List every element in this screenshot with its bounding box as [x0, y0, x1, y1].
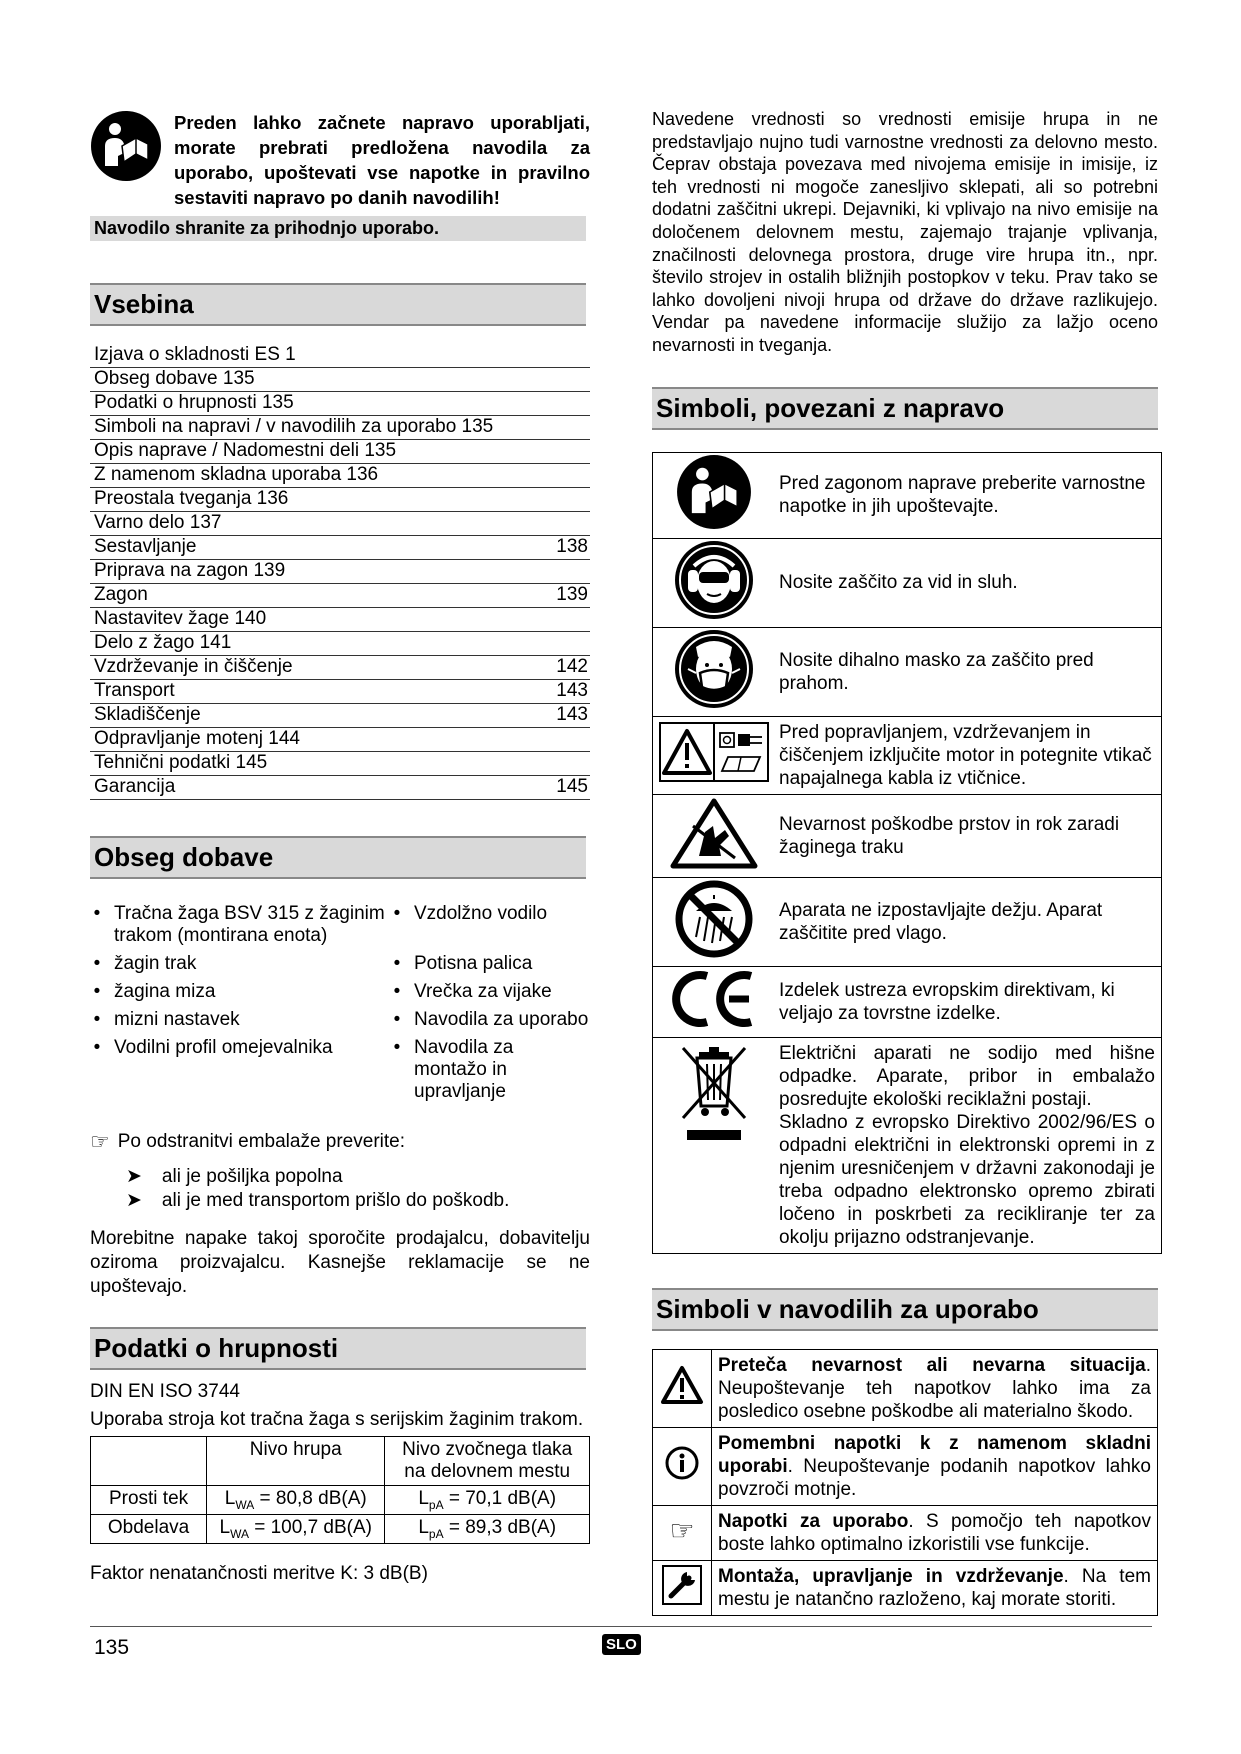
toc-entry-name: Skladiščenje — [94, 704, 201, 725]
table-row: ☞ Napotki za uporabo. S pomočjo teh napotkov boste lahko optimalno izkoristili vse funkcije. — [653, 1505, 1158, 1560]
manual-symbols-title: Simboli v navodilih za uporabo — [652, 1288, 1158, 1331]
toc-row — [90, 488, 590, 512]
toc-entry-name: Izjava o skladnosti ES 1 — [94, 344, 296, 365]
list-item: ➤ ali je pošiljka popolna — [126, 1166, 343, 1187]
toc-entry-page: 143 — [556, 704, 588, 725]
list-item: • mizni nastavek — [93, 1009, 240, 1030]
noise-col-pressure: Nivo zvočnega tlaka na delovnem mestu — [385, 1437, 590, 1486]
noise-uncertainty: Faktor nenatančnosti meritve K: 3 dB(B) — [90, 1562, 428, 1584]
arrow-icon: ➤ — [126, 1166, 142, 1187]
table-row: Pomembni napotki k z namenom skladni uporabi. Neupoštevanje podanih napotkov lahko povzroči motnje. — [653, 1427, 1158, 1505]
toc-row — [90, 632, 590, 656]
noise-title: Podatki o hrupnosti — [90, 1327, 586, 1370]
table-row: Nosite dihalno masko za zaščito pred prahom. — [653, 627, 1162, 716]
toc-title: Vsebina — [90, 283, 586, 326]
toc-row — [90, 536, 590, 560]
table-row: Montaža, upravljanje in vzdrževanje. Na tem mestu je natančno razloženo, kaj morate storiti. — [653, 1560, 1158, 1615]
device-symbols-table — [652, 452, 1162, 1254]
list-item: • Navodila za montažo in upravljanje — [393, 1037, 514, 1102]
delivery-list — [90, 903, 590, 1103]
toc-entry-name: Nastavitev žage 140 — [94, 608, 267, 629]
left-column — [90, 110, 590, 1586]
dust-mask-icon — [674, 693, 754, 714]
table-row: Pred popravljanjem, vzdrževanjem in čiščenjem izključite motor in potegnite vtikač napajalnega kabla iz vtičnice. — [653, 716, 1162, 794]
weee-bin-icon — [677, 1130, 751, 1151]
toc-entry-page: 139 — [556, 584, 588, 605]
toc-row — [90, 560, 590, 584]
eye-ear-protection-icon — [674, 604, 754, 625]
toc-entry-name: Z namenom skladna uporaba 136 — [94, 464, 379, 485]
toc-entry-name: Delo z žago 141 — [94, 632, 232, 653]
toc-row — [90, 416, 590, 440]
toc-entry-name: Vzdrževanje in čiščenje — [94, 656, 293, 677]
read-manual-icon — [676, 514, 752, 535]
keep-manual-note: Navodilo shranite za prihodnjo uporabo. — [90, 216, 586, 241]
language-badge: SLO — [602, 1634, 641, 1655]
toc-entry-name: Simboli na napravi / v navodilih za uporabo 135 — [94, 416, 494, 437]
table-of-contents — [90, 344, 590, 800]
wrench-icon — [661, 1590, 703, 1611]
delivery-note: Morebitne napake takoj sporočite prodajalcu, dobavitelju oziroma proizvajalcu. Kasnejše reklamacije se ne upoštevajo. — [90, 1228, 590, 1297]
no-rain-icon — [674, 943, 754, 964]
toc-entry-name: Opis naprave / Nadomestni deli 135 — [94, 440, 397, 461]
list-item: • Tračna žaga BSV 315 z žaginim trakom (montirana enota) — [93, 903, 385, 946]
list-item: • Vzdolžno vodilo — [393, 903, 548, 924]
ce-mark-icon — [671, 1014, 757, 1035]
list-item: • Vodilni profil omejevalnika — [93, 1037, 333, 1058]
toc-row — [90, 584, 590, 608]
toc-entry-name: Sestavljanje — [94, 536, 197, 557]
arrow-icon: ➤ — [126, 1190, 142, 1211]
hand-injury-icon — [669, 854, 759, 875]
table-row: Nosite zaščito za vid in sluh. — [653, 538, 1162, 627]
toc-row — [90, 440, 590, 464]
toc-entry-name: Garancija — [94, 776, 176, 797]
list-item: • Vrečka za vijake — [393, 981, 552, 1002]
check-intro: ☞ Po odstranitvi embalaže preverite: — [90, 1129, 405, 1154]
pointing-hand-icon: ☞ — [669, 1515, 695, 1547]
right-column — [652, 108, 1162, 1616]
toc-entry-page: 145 — [556, 776, 588, 797]
table-row: Izdelek ustreza evropskim direktivam, ki veljajo za tovrstne izdelke. — [653, 966, 1162, 1037]
toc-entry-name: Odpravljanje motenj 144 — [94, 728, 300, 749]
toc-row — [90, 368, 590, 392]
toc-entry-name: Tehnični podatki 145 — [94, 752, 268, 773]
toc-entry-name: Zagon — [94, 584, 148, 605]
toc-entry-name: Obseg dobave 135 — [94, 368, 255, 389]
toc-entry-page: 142 — [556, 656, 588, 677]
list-item: • žagin trak — [93, 953, 197, 974]
toc-row — [90, 344, 590, 368]
list-item: • Navodila za uporabo — [393, 1009, 589, 1030]
device-symbols-title: Simboli, povezani z napravo — [652, 387, 1158, 430]
toc-row — [90, 392, 590, 416]
toc-entry-page: 143 — [556, 680, 588, 701]
table-row: Prosti tek $L_{WA} = 80,8$ dB(A) $L_{pA} = 70,1$ dB(A) — [91, 1486, 590, 1515]
toc-row — [90, 776, 590, 800]
noise-usage: Uporaba stroja kot tračna žaga s serijskim žaginim trakom. — [90, 1409, 584, 1430]
read-manual-icon — [90, 110, 162, 187]
footer-divider — [90, 1626, 1152, 1627]
intro-block — [90, 110, 590, 210]
list-item: • Potisna palica — [393, 953, 533, 974]
manual-symbols-table — [652, 1349, 1158, 1616]
toc-row — [90, 752, 590, 776]
info-icon — [665, 1464, 699, 1485]
pointing-hand-icon: ☞ — [90, 1129, 110, 1154]
toc-entry-name: Transport — [94, 680, 175, 701]
toc-row — [90, 464, 590, 488]
toc-row — [90, 512, 590, 536]
table-row: Obdelava $L_{WA} = 100,7$ dB(A) $L_{pA} = 89,3$ dB(A) — [91, 1514, 590, 1543]
intro-text: Preden lahko začnete napravo uporabljati, morate prebrati predložena navodila za uporabo, upoštevati vse napotke in pravilno sestaviti napravo po danih navodilih! — [174, 112, 590, 208]
toc-row — [90, 680, 590, 704]
toc-row — [90, 656, 590, 680]
toc-entry-page: 138 — [556, 536, 588, 557]
toc-row — [90, 728, 590, 752]
toc-row — [90, 704, 590, 728]
toc-entry-name: Varno delo 137 — [94, 512, 222, 533]
noise-table — [90, 1436, 590, 1544]
table-row: Aparata ne izpostavljajte dežju. Aparat zaščitite pred vlago. — [653, 877, 1162, 966]
unplug-warning-icon — [658, 767, 770, 788]
noise-standard: DIN EN ISO 3744 — [90, 1381, 240, 1402]
list-item: ➤ ali je med transportom prišlo do poškodb. — [126, 1190, 510, 1211]
page-number: 135 — [94, 1636, 130, 1659]
delivery-title: Obseg dobave — [90, 836, 586, 879]
table-row: Pred zagonom naprave preberite varnostne napotke in jih upoštevajte. — [653, 452, 1162, 538]
toc-entry-name: Priprava na zagon 139 — [94, 560, 286, 581]
list-item: • žagina miza — [93, 981, 216, 1002]
toc-row — [90, 608, 590, 632]
toc-entry-name: Podatki o hrupnosti 135 — [94, 392, 294, 413]
toc-entry-name: Preostala tveganja 136 — [94, 488, 289, 509]
warning-triangle-icon — [660, 1389, 704, 1410]
noise-col-level: Nivo hrupa — [207, 1437, 385, 1486]
emission-text: Navedene vrednosti so vrednosti emisije hrupa in ne predstavljajo nujno tudi varnostne vrednosti za delovno mesto. Čeprav obstaja povezava med nivojema emisije in imisije, iz teh vrednosti ni mogoče zanesljivo sklepati, ali so potrebni dodatni zaščitni ukrepi. Dejavniki, ki vplivajo na nivo emisije na določenem delovnem mestu, zajemajo trajanje vplivanja, značilnosti delovnega prostora, druge vire hrupa itn., npr. število strojev in ostalih bližnjih postopkov v teku. Prav tako se lahko dovoljeni nivoji hrupa od države do države razlikujejo. Vendar pa navedene informacije služijo za lažjo oceno nevarnosti in tveganja. — [652, 109, 1158, 355]
table-row: Električni aparati ne sodijo med hišne odpadke. Aparate, pribor in embalažo posredujte ekološki reciklažni postaji. Skladno z evropsko Direktivo 2002/96/ES o odpadni električni in elektronski opremi in z njenim uresničenjem v državni zakonodaji je treba odpadno elektronsko opremo zbirati ločeno in poskrbeti za recikliranje ter za okolju prijazno odstranjevanje. — [653, 1037, 1162, 1253]
table-row: Nevarnost poškodbe prstov in rok zaradi žaginega traku — [653, 794, 1162, 877]
table-row: Preteča nevarnost ali nevarna situacija. Neupoštevanje teh napotkov lahko ima za posledico osebne poškodbe ali materialno škodo. — [653, 1349, 1158, 1427]
